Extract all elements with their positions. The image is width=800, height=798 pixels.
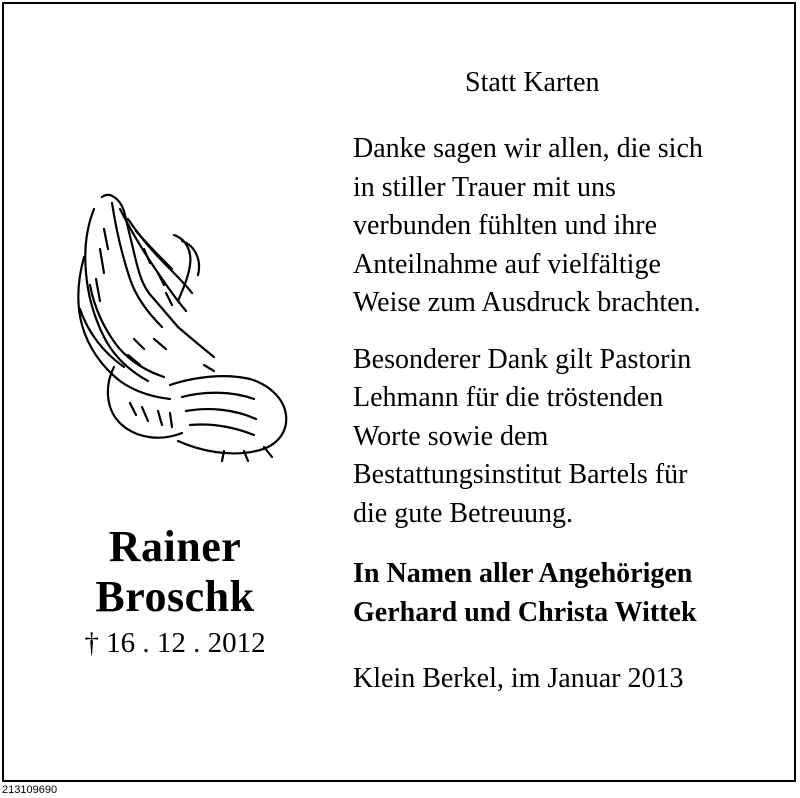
- praying-hands-icon: [74, 189, 289, 464]
- notice-frame: [2, 2, 796, 782]
- place-date: Klein Berkel, im Januar 2013: [353, 663, 684, 694]
- notice-text-column: [353, 66, 783, 696]
- deceased-last-name: Broschk: [95, 572, 255, 621]
- signature-line-2: Gerhard und Christa Wittek: [353, 596, 697, 628]
- signature-line-1: In Namen aller Angehörigen: [353, 558, 693, 589]
- deceased-first-name: Rainer: [108, 522, 242, 571]
- death-date: † 16 . 12 . 2012: [84, 627, 266, 659]
- reference-code: 213109690: [2, 784, 58, 796]
- notice-heading: Statt Karten: [465, 67, 600, 98]
- thanks-paragraph: Danke sagen wir allen, die sich in stiller Trauer mit uns verbunden fühlten und ihre Anteilnahme auf vielfältige Weise zum Ausdruck brachten.: [353, 133, 703, 318]
- special-thanks-paragraph: Besonderer Dank gilt Pastorin Lehmann für die tröstenden Worte sowie dem Bestattungsinstitut Bartels für die gute Betreuung.: [353, 343, 692, 529]
- deceased-block: [64, 522, 286, 660]
